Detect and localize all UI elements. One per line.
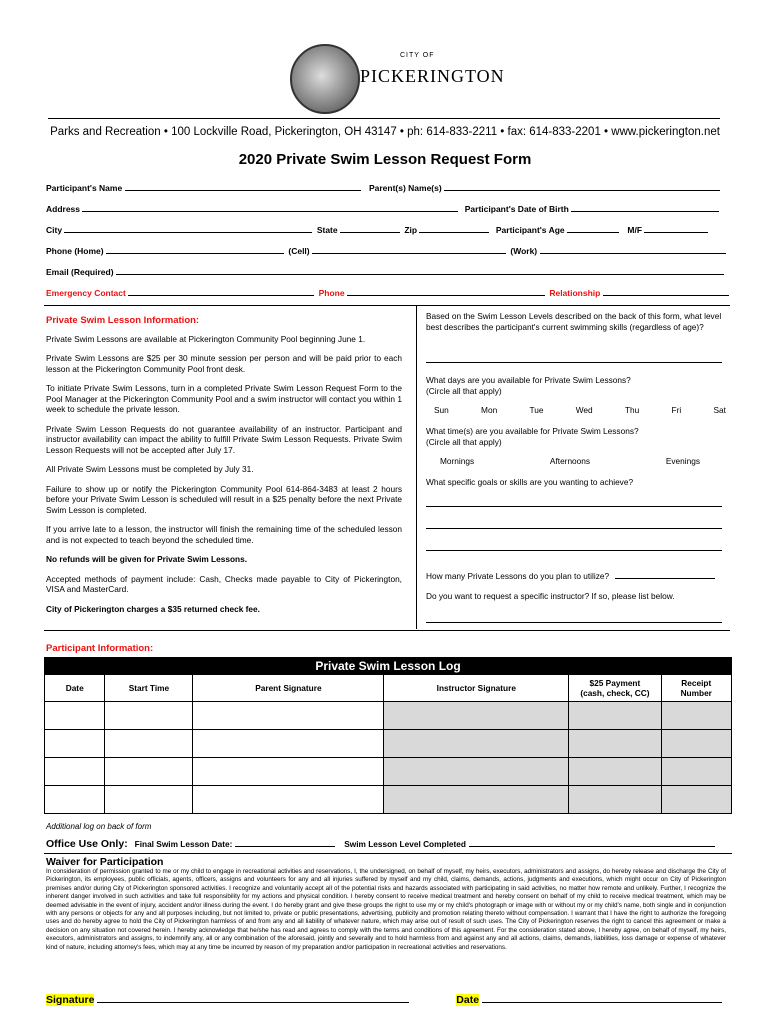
day-option[interactable]: Fri [671,405,682,415]
mf-field[interactable] [644,224,708,233]
info-p2: Private Swim Lessons are $25 per 30 minute session per person and will be paid prior to each lesson at the Pickerington Community Pool front desk. [46,353,402,374]
q4-text: What specific goals or skills are you wanting to achieve? [426,477,634,487]
day-option[interactable]: Tue [529,405,544,415]
participant-divider [44,630,730,631]
info-p1: Private Swim Lessons are available at Pickerington Community Pool beginning June 1. [46,333,366,344]
row-phone [46,245,726,256]
col-instructor-signature: Instructor Signature [384,675,569,702]
col-receipt: Receipt Number [661,675,732,702]
city-field[interactable] [64,224,312,233]
relationship-field[interactable] [603,287,729,296]
info-p5: All Private Swim Lessons must be completed by July 31. [46,464,254,474]
q4-answer-line-2[interactable] [426,528,722,529]
work-field[interactable] [540,245,726,254]
cell-label: (Cell) [288,246,310,256]
col-start-time: Start Time [105,675,193,702]
q3-text: What time(s) are you available for Private Swim Lessons? [426,426,639,436]
signature-field[interactable] [97,992,409,1003]
logo-city-name: PICKERINGTON [360,66,505,86]
signature-row [46,992,722,1006]
row-address [46,203,719,214]
final-date-field[interactable] [235,838,335,847]
table-row [45,786,732,814]
info-heading: Private Swim Lesson Information: [46,315,200,326]
parent-names-field[interactable] [444,182,720,191]
participant-name-field[interactable] [125,182,361,191]
q6-text: Do you want to request a specific instructor? If so, please list below. [426,591,675,601]
q4-answer-line-1[interactable] [426,506,722,507]
date-label: Date [456,994,480,1006]
address-label: Address [46,204,81,214]
days-options [426,405,726,415]
email-label: Email (Required) [46,267,114,277]
row-participant [46,182,720,193]
q1-text: Based on the Swim Lesson Levels described on the back of this form, what level best describes the participant's current swimming skills (regardless of age)? [426,311,722,332]
info-p7: If you arrive late to a lesson, the instructor will finish the remaining time of the scheduled lesson and is not expected to teach beyond the scheduled time. [46,524,402,545]
parent-names-label: Parent(s) Name(s) [368,183,442,193]
phone-home-field[interactable] [106,245,284,254]
level-completed-label: Swim Lesson Level Completed [344,839,466,849]
emergency-phone-field[interactable] [347,287,545,296]
dob-field[interactable] [571,203,719,212]
q5-answer-line[interactable] [615,570,715,579]
row-emergency [46,287,729,298]
cell-field[interactable] [312,245,506,254]
info-p8: No refunds will be given for Private Swim Lessons. [46,554,248,564]
date-field[interactable] [482,992,722,1003]
day-option[interactable]: Mon [481,405,498,415]
city-seal-icon [290,44,360,114]
level-completed-field[interactable] [469,838,715,847]
signature-label: Signature [46,994,95,1006]
zip-field[interactable] [419,224,489,233]
time-options [440,456,700,466]
phone-home-label: Phone (Home) [46,246,104,256]
q2-sub: (Circle all that apply) [426,386,502,396]
q3-sub: (Circle all that apply) [426,437,502,447]
waiver-heading: Waiver for Participation [46,856,164,868]
city-logo [290,44,505,114]
q5-label: How many Private Lessons do you plan to utilize? [426,571,610,581]
lesson-log-table [44,657,732,814]
q2-text: What days are you available for Private Swim Lessons? [426,375,631,385]
email-field[interactable] [116,266,724,275]
state-field[interactable] [340,224,400,233]
city-label: City [46,225,63,235]
col-parent-signature: Parent Signature [193,675,384,702]
emergency-contact-field[interactable] [128,287,314,296]
emergency-contact-label: Emergency Contact [46,288,126,298]
age-field[interactable] [567,224,619,233]
day-option[interactable]: Wed [575,405,593,415]
logo-city-of: CITY OF [400,52,435,59]
day-option[interactable]: Sun [434,405,449,415]
age-label: Participant's Age [495,225,565,235]
table-row [45,730,732,758]
address-line: Parks and Recreation • 100 Lockville Road, Pickerington, OH 43147 • ph: 614-833-2211 • fax: 614-833-2201 • www.pickerington.net [50,126,720,138]
office-use-label: Office Use Only: [46,838,128,850]
state-label: State [316,225,338,235]
time-option[interactable]: Afternoons [549,456,591,466]
log-note: Additional log on back of form [46,822,152,831]
info-p4: Private Swim Lesson Requests do not guarantee availability of an instructor. Participant and instructor availability can impact the ability to fulfill Private Swim Lesson Requests. Private Swim Lesson Requests will not be accepted after July 17. [46,423,402,455]
time-option[interactable]: Evenings [665,456,700,466]
participant-name-label: Participant's Name [46,183,123,193]
day-option[interactable]: Sat [713,405,726,415]
info-column [46,316,402,623]
relationship-label: Relationship [549,288,601,298]
mf-label: M/F [627,225,643,235]
column-divider [416,306,417,629]
section-divider [44,305,730,306]
waiver-text: In consideration of permission granted to me or my child to engage in recreational activities and reservations, I, the undersigned, on behalf of myself, my heirs, executors, administrators and assigns, do hereby release and discharge the City of Pickerington, its employees, public officials, agents, officers, assigns and volunteers for any and all injuries suffered by myself and my child, claims, demands, actions, judgments and executions, which might occur on City of Pickerington premises and/or during City of Pickerington sponsored activities. I recognize and voluntarily accept all of the potential risks and hazards associated with participating in said activities, no matter how remote and unlikely. Further, I recognize the inherent danger involved in such activities and take full responsibility for my actions and physical condition. I hereby consent to receive medical treatment and hereby consent on behalf of my child to receive medical treatment, which may be deemed advisable in the event of injury, accident and/or illness during the event. I do hereby grant and give these groups the right to use my or my child's photograph or image with or without my or my child's name, both single and in conjunction with any persons or objects for any and all purposes including, but not limited to, private or public presentations, advertising, publicity and promotion relating thereto without compensation. I warrant that I have the right to authorize the foregoing uses and do hereby agree to hold the City of Pickerington harmless of and from any and all liability of whatever nature, which may arise out of result of such uses. The City of Pickerington reserves the right to cancel this agreement or make a decision on any situation not covered herein. I hereby acknowledge that he/she has read and agrees to comply with the terms and conditions of this agreement. For the consideration stated above, I hereby agree, on behalf of myself, my heirs, executors, administrators and assigns, to indemnify any, all or any combination of the aforesaid, jointly and severally and to hold harmless from and against any and all actions, claims, demands, liabilities, loss damage or expense of whatever kind of nature, including attorney's fees, which may at any time be incurred by reason of my preparation and/or participation in recreational activities and reservations. [46,868,726,951]
table-row [45,758,732,786]
row-email [46,266,724,277]
row-city [46,224,708,235]
header-divider [48,118,720,119]
col-payment: $25 Payment (cash, check, CC) [569,675,661,702]
info-p3: To initiate Private Swim Lessons, turn in a completed Private Swim Lesson Request Form to the Pool Manager at the Pickerington Community Pool and a swim instructor will contact you within 1 week to schedule the private lesson. [46,383,402,414]
address-field[interactable] [82,203,458,212]
final-date-label: Final Swim Lesson Date: [134,839,233,849]
q5-text [426,570,726,582]
office-use-row [46,838,715,850]
day-option[interactable]: Thu [624,405,640,415]
form-title: 2020 Private Swim Lesson Request Form [238,151,532,168]
participant-info-heading: Participant Information: [46,643,154,654]
log-title: Private Swim Lesson Log [45,658,732,675]
q4-answer-line-3[interactable] [426,550,722,551]
q6-answer-line[interactable] [426,622,722,623]
dob-label: Participant's Date of Birth [464,204,569,214]
table-row [45,702,732,730]
info-p10: City of Pickerington charges a $35 returned check fee. [46,603,260,614]
time-option[interactable]: Mornings [440,456,475,466]
office-divider [44,853,732,854]
col-date: Date [45,675,105,702]
emergency-phone-label: Phone [318,288,345,298]
work-label: (Work) [510,246,538,256]
q1-answer-line[interactable] [426,362,722,363]
zip-label: Zip [404,225,418,235]
info-p6: Failure to show up or notify the Pickerington Community Pool 614-864-3483 at least 2 hours before your Private Swim Lesson is scheduled will result in a $25 penalty before the next Private Swim Lesson is completed. [46,483,402,515]
info-p9: Accepted methods of payment include: Cash, Checks made payable to City of Pickerington, VISA and MasterCard. [46,573,402,594]
